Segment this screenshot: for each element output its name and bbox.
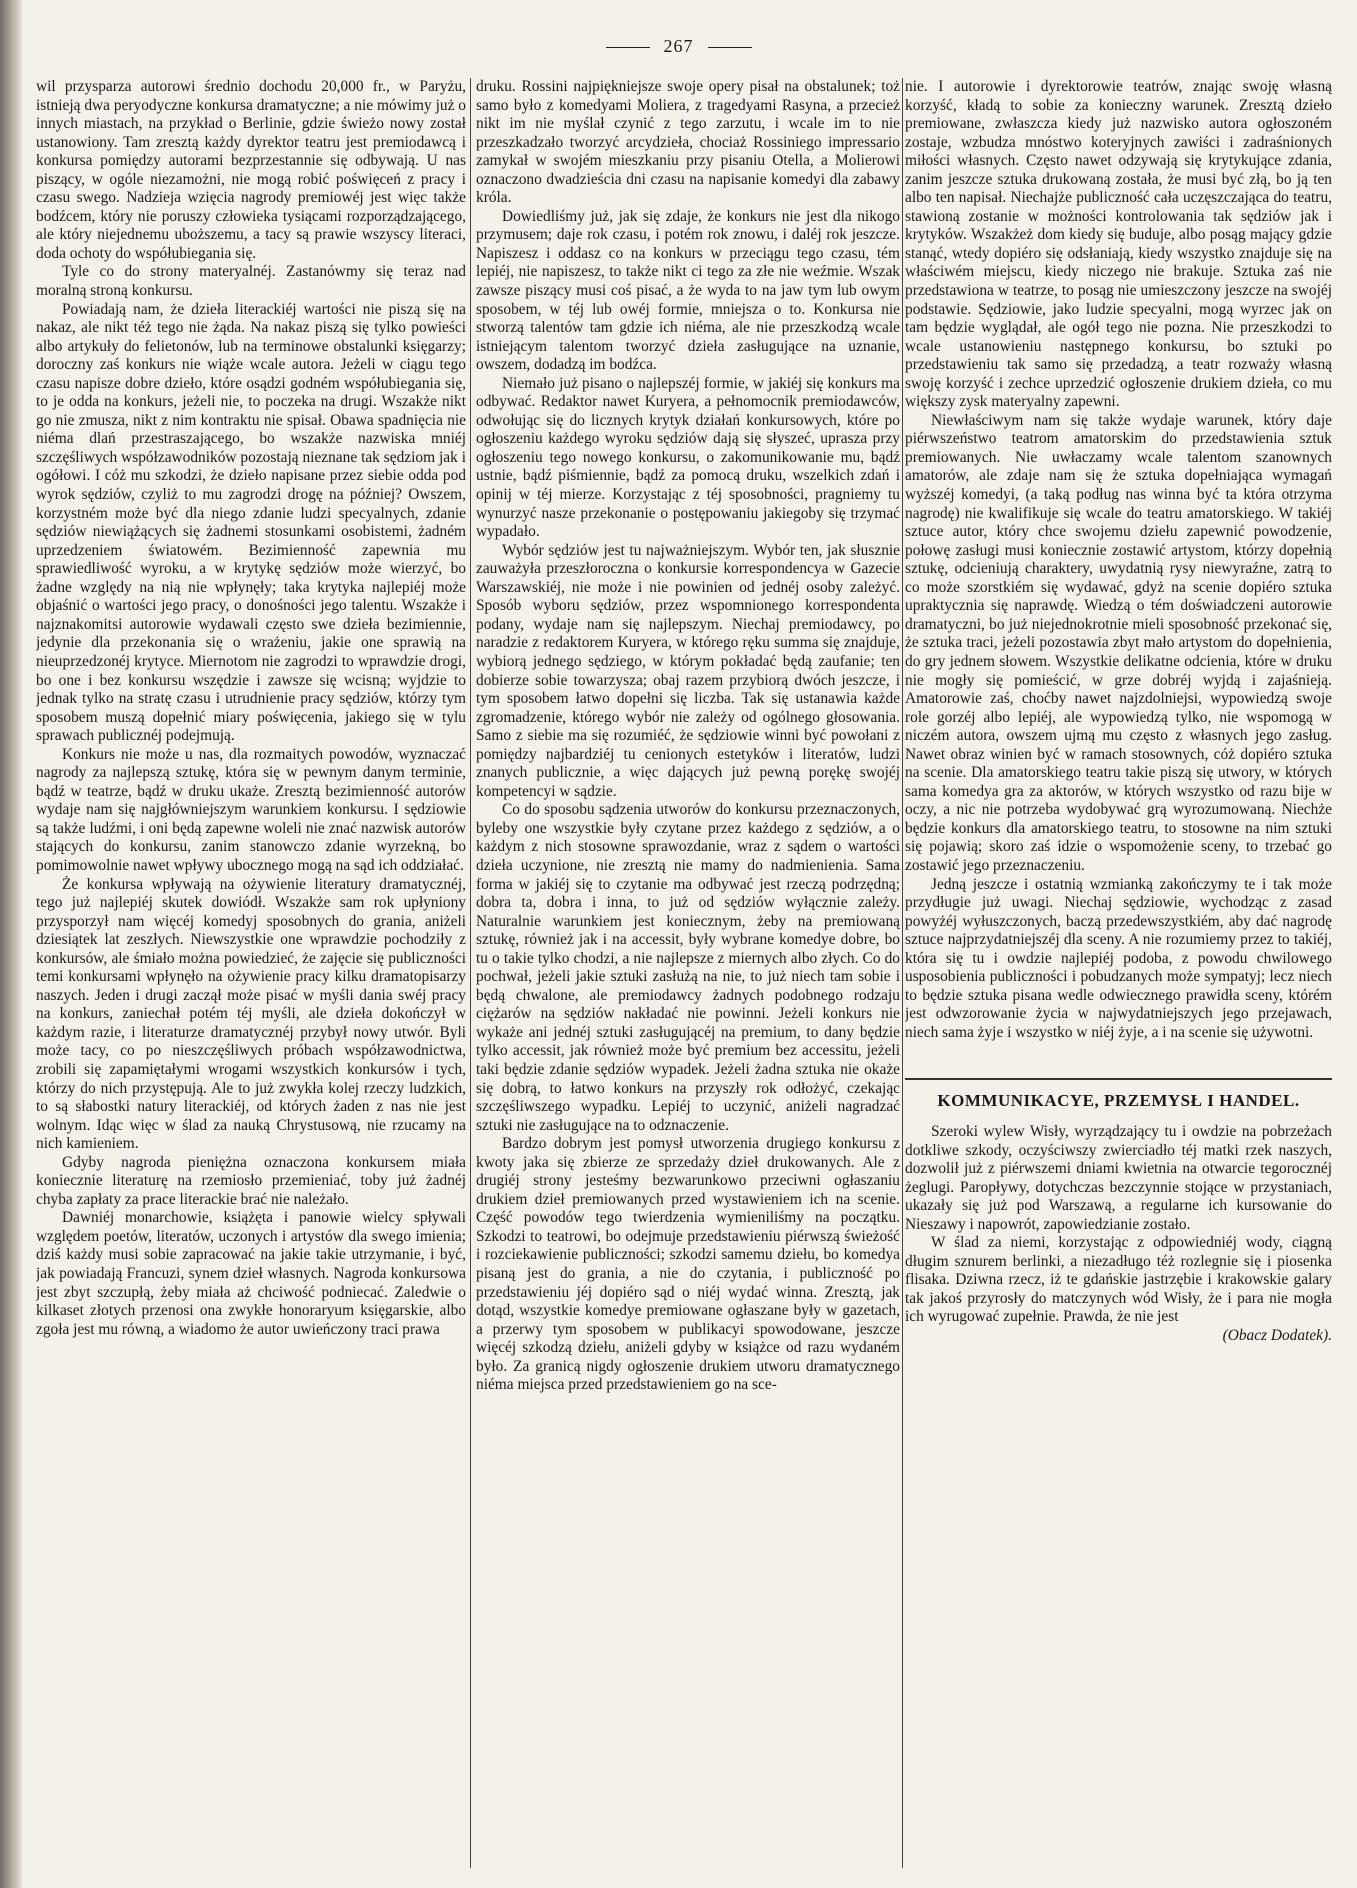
paragraph: Gdyby nagroda pieniężna oznaczona konkursem miała koniecznie literaturę na rzemiosło przemieniać, toby już żadnéj chyba zapłaty za prace literackie brać nie należało. <box>36 1153 466 1208</box>
paragraph: Co do sposobu sądzenia utworów do konkursu przeznaczonych, byleby one wszystkie były czytane przez każdego z sędziów, a o każdym z nich stosowne sprawozdanie, wraz z sądem o wartości dzieła uczynione, nie zresztą nie mamy do nadmienienia. Sama forma w jakiéj się to czytanie ma odbywać jest rzeczą podrzędną; dobra ta, dobra i inna, to już od sędziów wyłącznie zależy. Naturalnie warunkiem jest koniecznym, żeby na premiowaną sztukę, również jak i na accessit, były wybrane komedye dobre, bo tu o takie tylko chodzi, a nie najlepsze z miernych albo złych. Co do pochwał, jeżeli jakie sztuki zasłużą na nie, to już niech tam sobie i będą chwalone, ale premiodawcy żadnych podobnego rodzaju ciężarów na sędziów nakładać nie powinni. Jeżeli konkurs nie wykaże ani jednéj sztuki zasługującéj na premium, to dany będzie tylko accessit, jak również może być premium bez accessitu, jeżeli taki będzie zdanie sędziów wypadek. Jeżeli żadna sztuka nie okaże się dobrą, to łatwo konkurs na przyszły rok odłożyć, czekając szczęśliwszego wypadku. Lepiéj to uczynić, aniżeli nagradzać sztuki nie zasługujące na to odznaczenie. <box>476 801 900 1134</box>
binding-gutter <box>0 0 22 1888</box>
continuation-note: (Obacz Dodatek). <box>1222 1327 1332 1344</box>
header-dash-right <box>708 47 752 48</box>
paragraph: Niewłaściwym nam się także wydaje warunek, który daje piérwszeństwo teatrom amatorskim do przedstawienia sztuk premiowanych. Nie uwłaczamy wcale talentom szanownych amatorów, ale zdaje nam się że sztuka dopełniająca wymagań wyższéj komedyi, (a taką podług nas winna być ta która otrzyma nagrodę) nie kwalifikuje się wcale do teatru amatorskiego. W takiéj sztuce autor, który chce swojemu dziełu zapewnić powodzenie, połowę zasługi musi koniecznie zostawić artystom, którzy dopełnią sztukę, odcieniują charaktery, uwydatnią rysy niewyraźne, zatrą to co może szorstkiém się wydawać, gdyż na scenie dopiéro sztuka upraktycznia się naprawdę. Wiedzą o tém doświadczeni autorowie dramatyczni, bo już niejednokrotnie mieli sposobność przekonać się, że sztuka traci, jeżeli pozostawia zbyt mało artystom do dopełnienia, do gry jednem słowem. Wszystkie delikatne odcienia, które w druku nie mogły się pomieścić, w grze dobréj wyjdą i zajaśnieją. Amatorowie zaś, choćby nawet najzdolniejsi, wypowiedzą swoje role gorzéj albo lepiéj, ale wypowiedzą tylko, nie wspomogą w niczém autora, owszem ujmą mu często z własnych jego zasług. Nawet obraz winien być w ramach stosownych, cóż dopiéro sztuka na scenie. Dla amatorskiego teatru takie piszą się utwory, w których sama komedya gra za aktorów, w których wszystko od razu bije w oczy, a nic nie potrzeba wydobywać grą wyrozumowaną. Niechże będzie konkurs dla amatorskiego teatru, to stosowne na nim sztuki się pojawią; skoro zaś idzie o wspomożenie sceny, to trzebać go zostawić jego przeznaczeniu. <box>905 411 1332 874</box>
page-header <box>0 36 1357 57</box>
paragraph: Dowiedliśmy już, jak się zdaje, że konkurs nie jest dla nikogo przymusem; daje rok czasu, i potém rok znowu, i daléj rok jeszcze. Napiszesz i oddasz co na konkurs w przeciągu tego czasu, tém lepiéj, nie napiszesz, to także nikt ci tego za złe nie weźmie. Wszak zawsze piszący musi coś pisać, a że wyda to na jaw tym lub owym sposobem, w téj lub owéj formie, mniejsza o to. Konkursa nie stworzą talentów tam gdzie ich niéma, ale nie przeszkodzą wcale istniejącym talentom tworzyć dzieła zasługujące na uznanie, owszem, dodadzą im bodźca. <box>476 207 900 374</box>
paragraph: Jedną jeszcze i ostatnią wzmianką zakończymy te i tak może przydługie już uwagi. Niechaj sędziowie, wychodząc z zasad powyżéj wyłuszczonych, baczą przedewszystkiém, aby dać nagrodę sztuce najprzydatniejszéj dla sceny. A nie rozumiemy przez to takiéj, która się tu i owdzie najlepiéj podoba, z powodu chwilowego usposobienia publiczności i pobudzanych może sympatyj; lecz niech to będzie sztuka pisana wedle odwiecznego prawidła sceny, którém jest odwzorowanie życia w najwydatniejszych jego przejawach, niech sama żyje i wszystko w niéj żyje, a i na scenie się używotni. <box>905 875 1332 1041</box>
paragraph: nie. I autorowie i dyrektorowie teatrów, znając swoję własną korzyść, kładą to sobie za konieczny warunek. Zresztą dzieło premiowane, zwłaszcza kiedy już nazwisko autora ogłoszoném zostaje, wzbudza mnóstwo koteryjnych zawiści i zadraśnionych miłości własnych. Często nawet odzywają się krytykujące zdania, zanim jeszcze sztuka drukowaną została, że musi być złą, bo ją ten albo ten napisał. Niechajże publiczność cała uczęszczająca do teatru, stawioną zostanie w możności kontrolowania tak sędziów jak i krytyków. Wszakżeż dom kiedy się buduje, albo posąg mający gdzie stanąć, wtedy dopiéro się odsłaniają, kiedy wszystko znajduje się na właściwém miejscu, kiedy niczego nie brakuje. Sztuka zaś nie przedstawiona w teatrze, to posąg nie umieszczony jeszcze na swojéj podstawie. Sędziowie, jako ludzie specyalni, mogą wyrzec jak on tam będzie wyglądał, ale ogół tego nie pozna. Nie przeszkodzi to wcale ustanowieniu następnego konkursu, bo sztuki po przedstawieniu tak samo się przedadzą, a teatr rozważy własną swoję korzyść i zechce uprzedzić ogłoszenie drukiem dzieła, co mu większy zysk materyalny zapewni. <box>905 78 1332 411</box>
paragraph: Tyle co do strony materyalnéj. Zastanówmy się teraz nad moralną stroną konkursu. <box>36 263 466 300</box>
column-2 <box>476 78 900 1868</box>
paragraph: wil przysparza autorowi średnio dochodu 20,000 fr., w Paryżu, istnieją dwa peryodyczne konkursa dramatyczne; a nie mówimy już o innych miastach, na przykład o Berlinie, gdzie świeżo nowy został ustanowiony. Tam zresztą każdy dyrektor teatru jest premiodawcą i konkursa pomiędzy autorami bezprzestannie się odbywają. U nas piszący, w ogóle niezamożni, nie mogą robić poświęceń z pracy i czasu swego. Nadzieja wzięcia nagrody premiowéj jest więc także bodźcem, który nie poruszy człowieka tysiącami rozporządzającego, ale który niejednemu uboższemu, a tacy są prawie wszyscy literaci, doda ochoty do współubiegania się. <box>36 78 466 262</box>
page-number: 267 <box>663 36 694 56</box>
paragraph: Konkurs nie może u nas, dla rozmaitych powodów, wyznaczać nagrody za najlepszą sztukę, która się w pewnym danym terminie, bądź w teatrze, bądź w druku ukaże. Zresztą bezimienność autorów wydaje nam się najgłówniejszym warunkiem konkursu. I sędziowie są także ludźmi, i oni będą zapewne woleli nie znać nazwisk autorów stających do konkursu, zanim stanowczo zdanie wyrzekną, bo pomimowolnie nawet wpływy ubocznego mogą na sąd ich oddziałać. <box>36 745 466 874</box>
column-rule-1 <box>470 78 471 1868</box>
paragraph: Że konkursa wpływają na ożywienie literatury dramatycznéj, tego już najlepiéj skutek dowiódł. Wszakże sam rok upłyniony przysporzył nam więcéj komedyj sposobnych do grania, aniżeli dziesiątek lat zeszłych. Niewszystkie one wprawdzie pochodziły z konkursów, ale śmiało można powiedzieć, że zajęcie się publiczności temi konkursami wpłynęło na ożywienie pracy kilku dramatopisarzy naszych. Jeden i drugi zaczął może pisać w myśli dania swéj pracy na konkurs, zaniechał potém téj myśli, ale dzieła dokończył w każdym razie, i literaturze dramatycznéj przybył nowy utwór. Byli może tacy, co po nieszczęśliwych próbach współzawodnictwa, zrobili się zapamiętałymi wrogami wszystkich konkursów i tych, którzy do nich przystępują. Ale to już zwykła kolej rzeczy ludzkich, to są słabostki natury literackiéj, od których żaden z nas nie jest wolnym. Idąc więc w ślad za nauką Chrystusową, nie rzucamy na nich kamieniem. <box>36 875 466 1153</box>
paragraph: Powiadają nam, że dzieła literackiéj wartości nie piszą się na nakaz, ale nikt téż tego nie żąda. Na nakaz piszą się tylko powieści albo artykuły do felietonów, lub na terminowe obstalunki księgarzy; doroczny zaś konkurs nie wiąże wcale autora. Jeżeli w ciągu tego czasu napisze dobre dzieło, które osądzi godném współubiegania się, to je odda na konkurs, jeżeli nie, to poczeka na drugi. Wszakże nikt go nie zmusza, nikt z nim kontraktu nie spisał. Obawa spadnięcia nie niéma dlań przestraszającego, bo wszakże nazwiska mniéj szczęśliwych współzawodników pozostają nieznane tak sędziom jak i ogółowi. I cóż mu szkodzi, że dzieło napisane przez siebie odda pod wyrok sędziów, czyliż to mu zagrodzi drogę na później? Owszem, korzystném może być dla niego zdanie ludzi specyalnych, zdanie sędziów niewiążących się żadnemi stosunkami osobistemi, żadném uprzedzeniem światowém. Bezimienność zapewnia mu sprawiedliwość wyroku, a w krytykę sędziów może wierzyć, bo żadne względy na nią nie wpłynęły; taka krytyka najlepiéj może objaśnić o wartości jego pracy, o donośności jego talentu. Wszakże i najznakomitsi autorowie wydawali często swe dzieła bezimiennie, jedynie dla przekonania się o wrażeniu, jakie one sprawią na nieuprzedzonéj krytyce. Miernotom nie zagrodzi to wprawdzie drogi, bo one i bez konkursu wszędzie i zawsze się wcisną; wyjdzie to jednak tylko na stratę czasu i utrudnienie pracy sędziów, którzy tym sposobem muszą dopełnić miary poświęcenia, jakiego się w tylu sprawach publicznéj podejmują. <box>36 300 466 745</box>
paragraph: Bardzo dobrym jest pomysł utworzenia drugiego konkursu z kwoty jaka się zbierze ze sprzedaży dzieł drukowanych. Ale z drugiéj strony jesteśmy bezwarunkowo przeciwni ogłaszaniu drukiem dzieł premiowanych przed wystawieniem ich na scenie. Część powodów tego twierdzenia wymieniliśmy na początku. Szkodzi to teatrowi, bo odejmuje przedstawieniu piérwszą świeżość i rozciekawienie publiczności; szkodzi samemu dziełu, bo komedya pisaną jest do grania, a nie do czytania, i publiczność po przedstawieniu jéj dopiéro sąd o niéj wydać winna. Zresztą, jak dotąd, wszystkie komedye premiowane ogłaszane były w gazetach, a przerwy tym sposobem w publikacyi spowodowane, jeszcze więcéj szkodzą dziełu, aniżeli gdyby w książce od razu wydaném było. Za granicą nigdy ogłoszenie drukiem utworu dramatycznego niéma miejsca przed przedstawieniem go na sce- <box>476 1135 900 1394</box>
paragraph: Szeroki wylew Wisły, wyrządzający tu i owdzie na pobrzeżach dotkliwe szkody, oczyściwszy zwierciadło téj matki rzek naszych, dozwolił już z piérwszemi dniami kwietnia na otwarcie tegorocznéj żeglugi. Paropływy, dotychczas bezczynnie stojące w przystaniach, ukazały się już pod Warszawą, a regularne ich kursowanie do Nieszawy i napowrót, zapowiedzianie zostało. <box>905 1122 1332 1233</box>
paragraph: W ślad za niemi, korzystając z odpowiedniéj wody, ciągną długim sznurem berlinki, a niezadługo téż rozlegnie się i piosenka flisaka. Dziwna rzecz, iż te gdańskie jastrzębie i krakowskie galary tak jakoś przyrosły do matczynych wód Wisły, że i para nie mogła ich wyrugować zupełnie. Prawda, że nie jest <box>905 1234 1332 1326</box>
column-1 <box>36 78 466 1868</box>
column-3 <box>905 78 1332 1868</box>
paragraph: Dawniéj monarchowie, książęta i panowie wielcy spływali względem poetów, literatów, uczonych i artystów dla swego imienia; dziś każdy musi sobie zapracować na jakie takie utrzymanie, i być, jak powiadają Francuzi, synem dzieł własnych. Nagroda konkursowa jest zbyt szczupłą, żeby miała aż chciwość podniecać. Zaledwie o kilkaset złotych przenosi ona zwykłe honoraryum księgarskie, albo zgoła jest mu równą, a wiadomo że autor uwieńczony traci prawa <box>36 1209 466 1338</box>
header-dash-left <box>606 47 650 48</box>
column-rule-2 <box>902 78 903 1868</box>
paragraph: Wybór sędziów jest tu najważniejszym. Wybór ten, jak słusznie zauważyła przeszłoroczna o konkursie korrespondencya w Gazecie Warszawskiéj, nie może i nie powinien od jednéj osoby zależyć. Sposób wyboru sędziów, przez wspomnionego korrespondenta podany, wydaje nam się najlepszym. Niechaj premiodawcy, po naradzie z redaktorem Kuryera, w którego ręku summa się znajduje, wybiorą jednego sędziego, w którym pokładać będą zaufanie; ten dobierze sobie towarzysza; obaj razem przybiorą dwóch jeszcze, i tym sposobem łatwo dopełni się liczba. Tak się ustanawia każde zgromadzenie, którego wybór nie zależy od ogólnego głosowania. Samo z siebie ma się rozumiéć, że sędziowie winni być powołani z pomiędzy najbardziéj tu cenionych estetyków i literatów, ludzi znanych publicznie, a więc dających już pewną porękę swojéj kompetencyi w sądzie. <box>476 541 900 800</box>
paragraph: Niemało już pisano o najlepszéj formie, w jakiéj się konkurs ma odbywać. Redaktor nawet Kuryera, a pełnomocnik premiodawców, odwołując się do licznych krytyk działań konkursowych, które po ogłoszeniu każdego wyroku sędziów dają się słyszeć, uprasza przy ogłoszeniu tego nowego konkursu, o zakomunikowanie mu, bądź ustnie, bądź piśmiennie, bądź za pomocą druku, wszelkich zdań i opinij w téj mierze. Korzystając z téj sposobności, pragniemy tu wynurzyć nasze przekonanie o postępowaniu jakiegoby się trzymać wypadało. <box>476 374 900 541</box>
section-title: KOMMUNIKACYE, PRZEMYSŁ I HANDEL. <box>905 1078 1332 1111</box>
paragraph: druku. Rossini najpiękniejsze swoje opery pisał na obstalunek; toż samo było z komedyami Moliera, z tragedyami Rasyna, a przecież nikt im nie myślał czynić z tego zarzutu, i wcale im to nie przeszkadzało tworzyć arcydzieła, chociaż Rossiniego impressario zamykał w swojém mieszkaniu przy pisaniu Otella, a Molierowi oznaczono dwadzieścia dni czasu na napisanie komedyi dla zabawy króla. <box>476 78 900 207</box>
